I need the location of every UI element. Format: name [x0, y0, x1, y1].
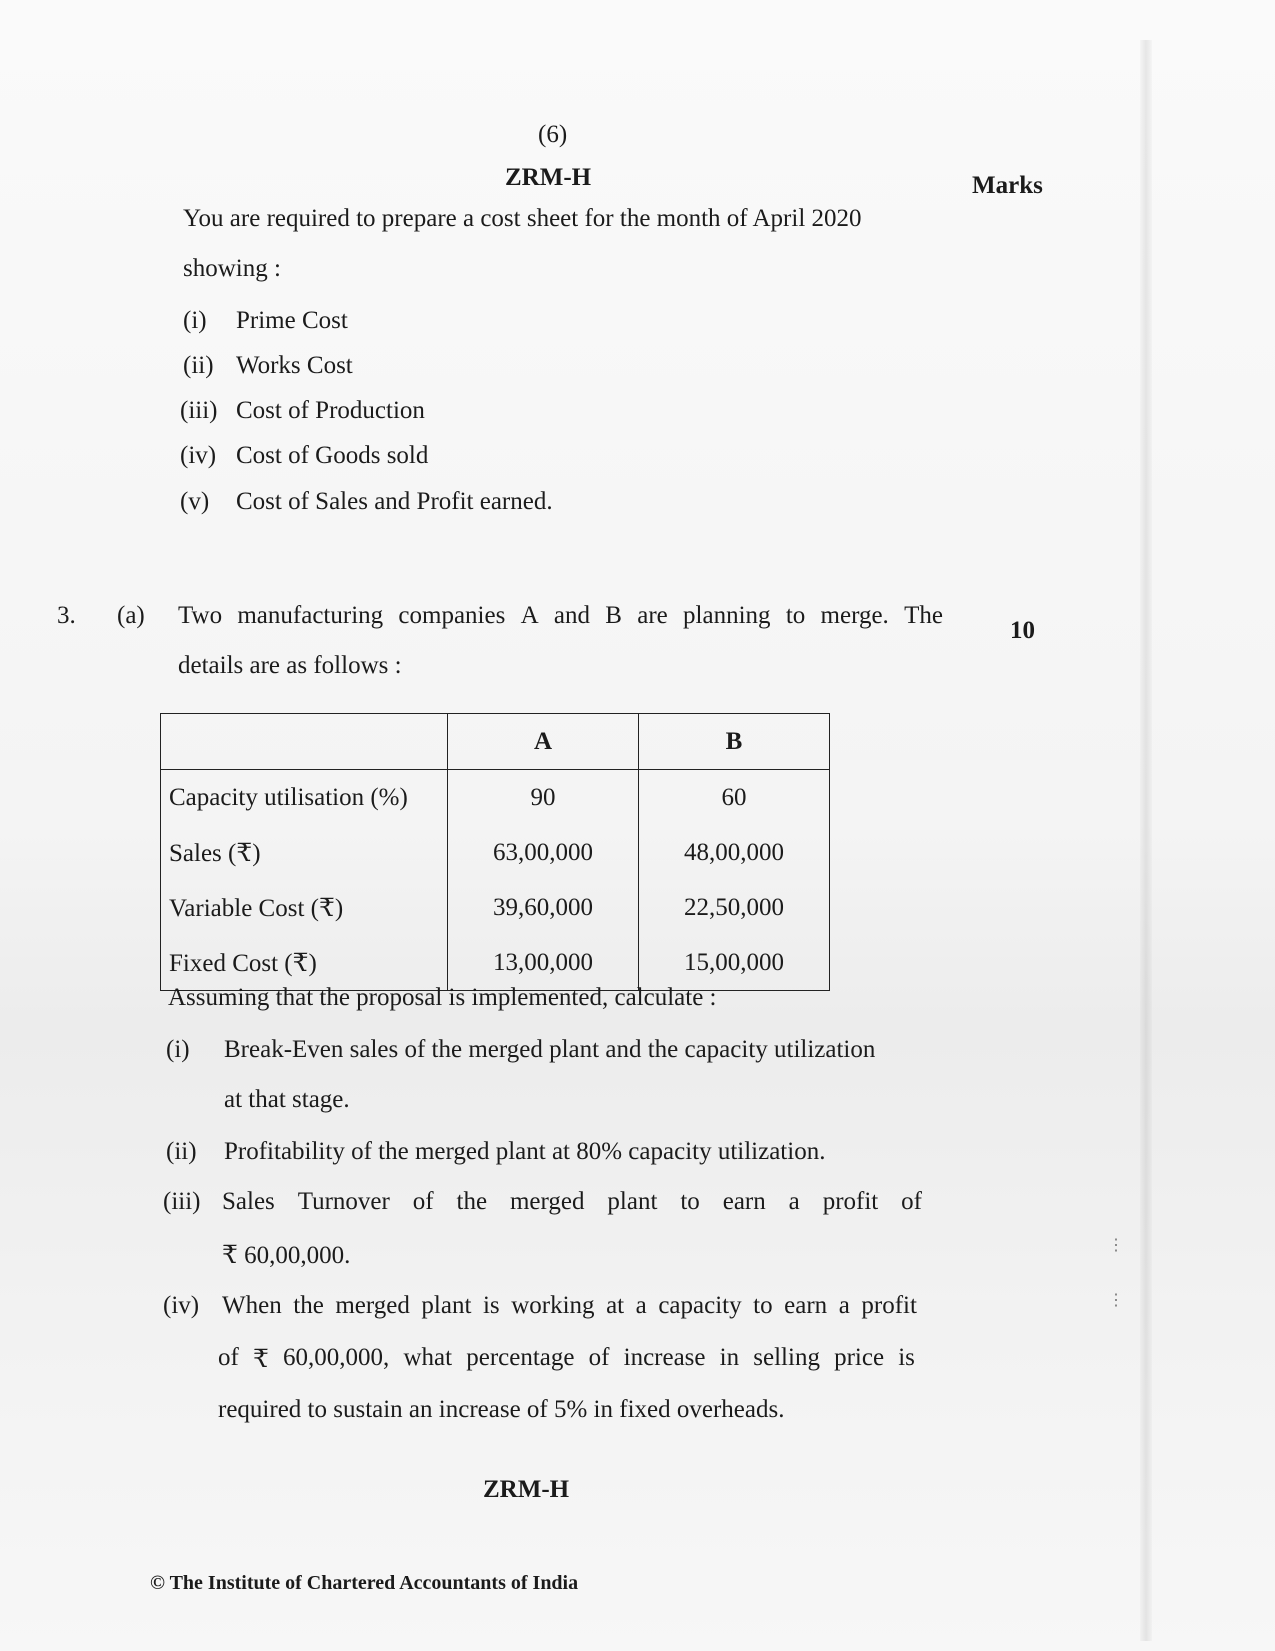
word: of	[412, 1188, 434, 1215]
sub-item-text-cont: at that stage.	[224, 1086, 350, 1113]
cell-a: 13,00,000	[448, 935, 639, 991]
cell-b: 48,00,000	[639, 825, 830, 880]
word: The	[904, 602, 943, 629]
table-row	[161, 880, 830, 935]
word: earn	[784, 1292, 828, 1319]
word: Turnover	[297, 1188, 390, 1215]
sub-item-number: (iii)	[163, 1188, 201, 1215]
item-text: Cost of Sales and Profit earned.	[236, 488, 553, 515]
word: earn	[722, 1188, 766, 1215]
word: working	[511, 1292, 595, 1319]
page-edge-shadow	[1140, 40, 1152, 1641]
table-header-cell: B	[639, 714, 830, 770]
sub-item-text	[222, 1292, 917, 1320]
cell-b: 22,50,000	[639, 880, 830, 935]
word: increase	[623, 1344, 706, 1371]
copyright-notice: © The Institute of Chartered Accountants of India	[150, 1572, 579, 1594]
word: the	[293, 1292, 324, 1319]
word: a	[635, 1292, 647, 1319]
cell-b: 15,00,000	[639, 935, 830, 991]
word: and	[553, 602, 591, 629]
word: of	[588, 1344, 610, 1371]
sub-item-text: Profitability of the merged plant at 80% capacity utilization.	[224, 1138, 826, 1165]
assumption-text: Assuming that the proposal is implemented, calculate :	[168, 984, 717, 1011]
marks-column-heading: Marks	[972, 172, 1043, 199]
item-number: (i)	[183, 307, 207, 334]
word: Two	[178, 602, 223, 629]
word: selling	[753, 1344, 820, 1371]
word: planning	[683, 602, 771, 629]
word: to	[753, 1292, 773, 1319]
question-number: 3.	[57, 602, 76, 629]
word: a	[788, 1188, 800, 1215]
sub-item-text-cont: ₹ 60,00,000.	[222, 1242, 351, 1269]
page-number: (6)	[538, 121, 568, 148]
word: to	[680, 1188, 700, 1215]
word: profit	[861, 1292, 917, 1319]
item-number: (ii)	[183, 352, 214, 379]
sub-item-text: Break-Even sales of the merged plant and the capacity utilization	[224, 1036, 876, 1063]
word: manufacturing	[237, 602, 384, 629]
row-label: Capacity utilisation (%)	[161, 770, 448, 826]
margin-mark: ⋮	[1108, 1292, 1124, 1309]
word: profit	[822, 1188, 879, 1215]
word: ₹	[252, 1346, 269, 1373]
cell-a: 90	[448, 770, 639, 826]
word: are	[637, 602, 668, 629]
row-label: Fixed Cost (₹)	[161, 935, 448, 991]
word: merged	[335, 1292, 410, 1319]
cell-a: 39,60,000	[448, 880, 639, 935]
table-header-cell: A	[448, 714, 639, 770]
margin-mark: ⋮	[1108, 1237, 1124, 1254]
table-row	[161, 825, 830, 880]
word: Sales	[222, 1188, 275, 1215]
word: a	[838, 1292, 850, 1319]
word: B	[605, 602, 622, 629]
sub-item-number: (i)	[166, 1036, 190, 1063]
item-number: (iii)	[180, 397, 218, 424]
word: 60,00,000,	[283, 1344, 390, 1371]
word: plant	[607, 1188, 658, 1215]
cost-sheet-instruction-cont: showing :	[183, 255, 281, 282]
sub-item-text-cont	[218, 1344, 915, 1374]
word: capacity	[658, 1292, 742, 1319]
word: of	[218, 1344, 239, 1371]
cell-b: 60	[639, 770, 830, 826]
table-header-row	[161, 714, 830, 770]
table-row	[161, 770, 830, 826]
word: is	[898, 1344, 915, 1371]
table-row	[161, 935, 830, 991]
word: percentage	[466, 1344, 575, 1371]
table-header-cell	[161, 714, 448, 770]
item-text: Cost of Goods sold	[236, 442, 429, 469]
cost-sheet-instruction: You are required to prepare a cost sheet for the month of April 2020	[183, 205, 862, 232]
word: merge.	[820, 602, 889, 629]
question-intro-cont: details are as follows :	[178, 652, 402, 679]
word: merged	[509, 1188, 585, 1215]
paper-code-footer: ZRM-H	[483, 1476, 570, 1503]
sub-item-number: (ii)	[166, 1138, 197, 1165]
item-text: Works Cost	[236, 352, 353, 379]
question-part: (a)	[117, 602, 145, 629]
item-text: Prime Cost	[236, 307, 348, 334]
word: of	[901, 1188, 922, 1215]
question-intro	[178, 602, 943, 630]
word: price	[834, 1344, 885, 1371]
word: plant	[421, 1292, 472, 1319]
paper-code-header: ZRM-H	[505, 164, 592, 191]
item-number: (v)	[180, 488, 210, 515]
word: to	[785, 602, 806, 629]
word: is	[482, 1292, 500, 1319]
row-label: Variable Cost (₹)	[161, 880, 448, 935]
cell-a: 63,00,000	[448, 825, 639, 880]
word: what	[403, 1344, 453, 1371]
word: in	[719, 1344, 740, 1371]
sub-item-number: (iv)	[163, 1292, 200, 1319]
word: at	[606, 1292, 625, 1319]
sub-item-text	[222, 1188, 922, 1216]
item-text: Cost of Production	[236, 397, 425, 424]
word: A	[520, 602, 539, 629]
sub-item-text-cont: required to sustain an increase of 5% in fixed overheads.	[218, 1396, 785, 1423]
word: the	[456, 1188, 488, 1215]
row-label: Sales (₹)	[161, 825, 448, 880]
word: companies	[398, 602, 506, 629]
item-number: (iv)	[180, 442, 217, 469]
question-marks: 10	[1010, 617, 1035, 644]
word: When	[222, 1292, 282, 1319]
company-data-table	[160, 713, 830, 991]
